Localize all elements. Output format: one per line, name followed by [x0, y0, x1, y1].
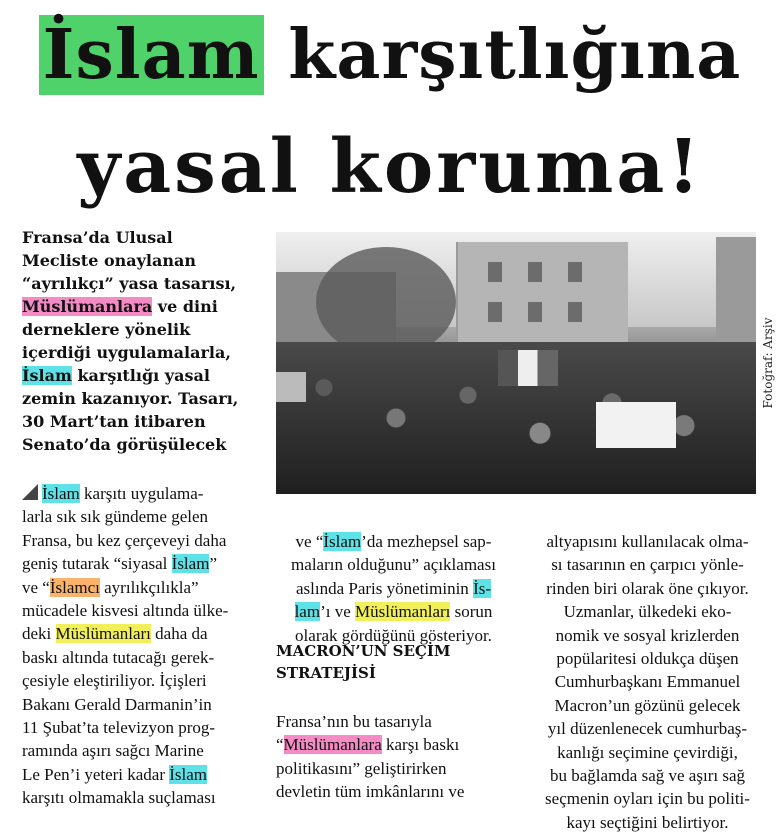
- column-line: devletin tüm imkânlarını ve: [276, 782, 465, 802]
- column-line: kanlığı seçimine çevirdiği,: [557, 742, 738, 762]
- column-line: [276, 733, 511, 756]
- column-text: “: [276, 735, 284, 755]
- subhead-line: MACRON’UN SEÇİM: [276, 642, 451, 660]
- highlight-muslumanlari: Müslümanları: [55, 624, 151, 644]
- lead-text: karşıtlığı yasal: [71, 366, 210, 385]
- highlight-islam: İs-: [473, 578, 492, 598]
- column-line: Cumhurbaşkanı Emmanuel: [554, 672, 741, 692]
- column-line: [22, 576, 262, 599]
- photo-protest-sign: [596, 402, 676, 448]
- photo-credit: [758, 232, 778, 494]
- column-line: [276, 577, 511, 600]
- lead-paragraph: [22, 226, 272, 456]
- lead-text: ve dini: [152, 297, 218, 316]
- column-line: Macron’un gözünü gelecek: [554, 695, 741, 715]
- column-line: baskı altında tutacağı gerek-: [22, 647, 215, 667]
- column-line: mücadele kisvesi altında ülke-: [22, 601, 229, 621]
- column-text: ve “: [295, 532, 324, 551]
- triangle-marker-icon: [22, 484, 38, 500]
- highlight-muslumanlari: Müslümanları: [355, 602, 451, 622]
- column-line: sı tasarının en çarpıcı yönle-: [551, 555, 744, 575]
- column-line: altyapısını kullanılacak olma-: [546, 532, 749, 551]
- subhead-line: STRATEJİSİ: [276, 664, 376, 682]
- column-line: [276, 530, 511, 553]
- highlight-islamci: İslamcı: [49, 577, 100, 597]
- photo-protest-sign: [276, 372, 306, 402]
- photo-credit-text: Fotoğraf: Arşiv: [761, 317, 775, 409]
- article-column-3: [525, 530, 770, 834]
- photo-building-right: [716, 237, 756, 357]
- column-line: Fransa, bu kez çerçeveyi daha: [22, 530, 227, 550]
- lead-line: Senato’da görüşülecek: [22, 435, 227, 454]
- section-subhead: [276, 640, 511, 684]
- lead-line: 30 Mart’tan itibaren: [22, 412, 206, 431]
- column-line: politikasını” geliştirirken: [276, 758, 447, 778]
- column-line: [276, 600, 511, 623]
- photo-building-center: [456, 242, 628, 352]
- highlight-islam: İslam: [171, 554, 210, 574]
- headline-highlight: İslam: [39, 15, 264, 95]
- lead-line: zemin kazanıyor. Tasarı,: [22, 389, 239, 408]
- headline-line-1: [20, 10, 760, 100]
- column-text: ”: [209, 554, 217, 574]
- column-text: ve “: [22, 577, 50, 597]
- column-line: rinden biri olarak öne çıkıyor.: [546, 578, 749, 598]
- highlight-islam: İslam: [42, 484, 80, 503]
- column-line: seçmenin oyları için bu politi-: [545, 789, 750, 809]
- highlight-islam: İslam: [323, 532, 362, 551]
- photo-flag: [498, 350, 558, 386]
- headline-line-1-rest: karşıtlığına: [263, 15, 742, 95]
- column-line: [22, 622, 262, 645]
- column-line: 11 Şubat’ta televizyon prog-: [22, 718, 216, 738]
- lead-line: [22, 295, 272, 318]
- column-line: [22, 552, 262, 575]
- column-line: [22, 763, 262, 786]
- column-text: sorun: [450, 602, 493, 622]
- article-column-2: [276, 530, 511, 647]
- highlight-islam: İslam: [169, 764, 208, 784]
- column-line: Uzmanlar, ülkedeki eko-: [563, 602, 732, 622]
- column-text: daha da: [150, 624, 208, 644]
- column-text: aslında Paris yönetiminin: [295, 578, 474, 598]
- column-line: popülaritesi oldukça düşen: [556, 649, 739, 669]
- column-line: olarak gördüğünü gösteriyor.: [295, 625, 492, 645]
- highlight-islam: lam: [294, 602, 321, 622]
- column-line: bu bağlamda sağ ve aşırı sağ: [550, 766, 745, 786]
- column-line: [22, 482, 262, 505]
- column-text: karşıtı uygulama-: [79, 484, 204, 503]
- lead-line: derneklere yönelik: [22, 320, 191, 339]
- photo-tree: [316, 247, 456, 357]
- column-text: ayrılıkçılıkla”: [99, 577, 199, 597]
- lead-line: Fransa’da Ulusal: [22, 228, 173, 247]
- article-column-2-continued: [276, 710, 511, 804]
- lead-line: [22, 364, 272, 387]
- column-line: maların olduğunu” açıklaması: [291, 555, 496, 575]
- column-line: karşıtı olmamakla suçlaması: [22, 788, 216, 808]
- article-column-1: [22, 482, 262, 810]
- column-line: kayı seçtiğini belirtiyor.: [566, 812, 729, 832]
- column-line: yıl düzenlenecek cumhurbaş-: [547, 719, 748, 739]
- lead-line: “ayrılıkçı” yasa tasarısı,: [22, 274, 237, 293]
- column-text: ’da mezhepsel sap-: [361, 532, 492, 551]
- column-text: deki: [22, 624, 56, 644]
- column-line: Bakanı Gerald Darmanin’in: [22, 694, 212, 714]
- lead-line: içerdiği uygulamalarla,: [22, 343, 231, 362]
- column-line: ramında aşırı sağcı Marine: [22, 741, 204, 761]
- headline-line-2: yasal koruma!: [77, 124, 703, 210]
- column-line: larla sık sık gündeme gelen: [22, 507, 209, 527]
- column-line: çesiyle eleştiriliyor. İçişleri: [22, 671, 207, 691]
- lead-line: Mecliste onaylanan: [22, 251, 196, 270]
- highlight-muslumanlara: Müslümanlara: [22, 297, 153, 316]
- column-text: ’ı ve: [320, 602, 355, 622]
- column-line: Fransa’nın bu tasarıyla: [276, 712, 432, 731]
- protest-photo: [276, 232, 756, 494]
- highlight-islam: İslam: [22, 366, 72, 385]
- highlight-muslumanlara: Müslümanlara: [283, 735, 382, 755]
- column-line: nomik ve sosyal krizlerden: [555, 625, 740, 645]
- column-text: geniş tutarak “siyasal: [22, 554, 172, 574]
- column-text: karşı baskı: [381, 735, 460, 755]
- column-text: Le Pen’i yeteri kadar: [22, 764, 170, 784]
